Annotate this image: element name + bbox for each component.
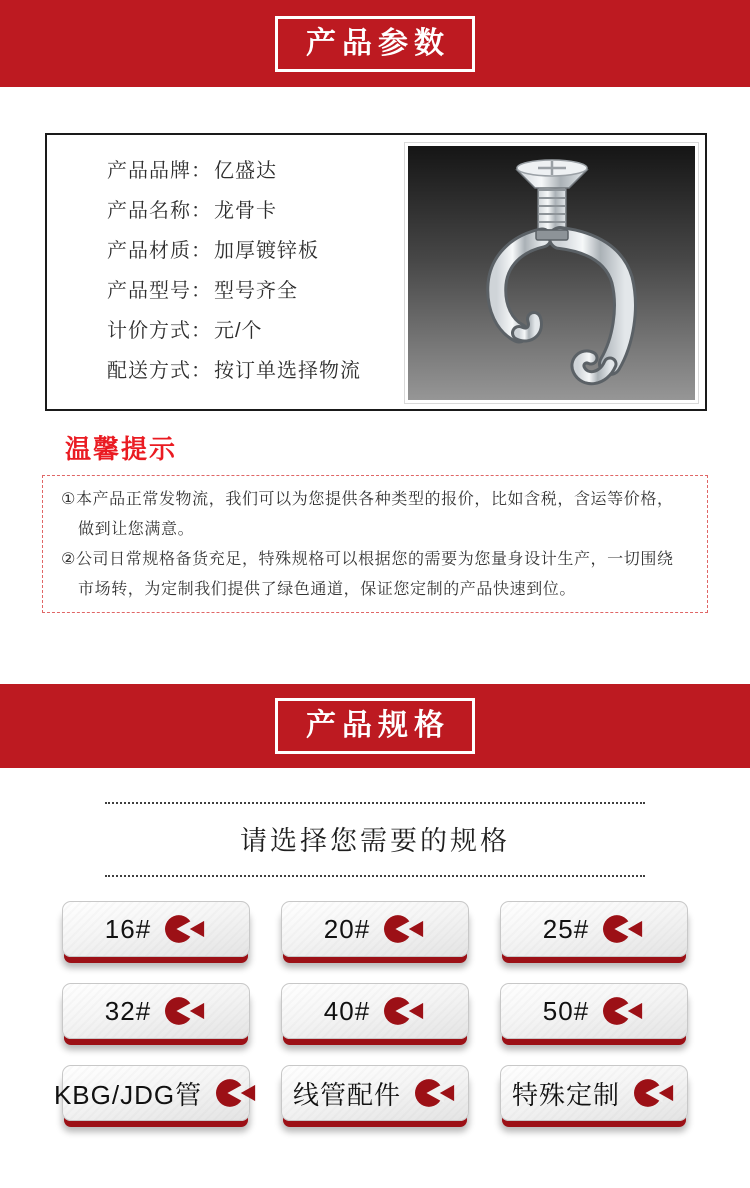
red-pie-wedge-icon — [603, 913, 645, 945]
tip-item-2: ②公司日常规格备货充足，特殊规格可以根据您的需要为您量身设计生产，一切围绕市场转，为定制我们提供了绿色通道，保证您定制的产品快速到位。 — [61, 551, 674, 598]
info-label: 产品名称： — [107, 200, 212, 222]
red-pie-wedge-icon — [603, 995, 645, 1027]
keel-clamp-with-screw-photo — [408, 146, 695, 400]
info-value: 元/个 — [214, 320, 263, 342]
product-params-title: 产品参数 — [275, 16, 475, 72]
info-row-material — [107, 231, 404, 271]
red-pie-wedge-icon — [415, 1077, 457, 1109]
red-pie-wedge-icon — [634, 1077, 676, 1109]
spec-button-label: 16# — [104, 913, 152, 944]
red-pie-wedge-icon — [165, 913, 207, 945]
spec-options-grid — [0, 901, 750, 1121]
red-pie-wedge-icon — [216, 1077, 258, 1109]
info-value: 龙骨卡 — [214, 200, 277, 222]
info-label: 配送方式： — [107, 360, 212, 382]
tips-box — [42, 475, 708, 613]
spec-button-wire-pipe-fittings[interactable] — [281, 1065, 469, 1121]
tip-item-1: ①本产品正常发物流，我们可以为您提供各种类型的报价，比如含税，含运等价格，做到让您满意。 — [61, 491, 674, 538]
spec-button-16[interactable] — [62, 901, 250, 957]
product-info-list — [47, 135, 404, 391]
info-row-shipping — [107, 351, 404, 391]
info-row-name — [107, 191, 404, 231]
product-photo — [404, 142, 699, 404]
spec-button-label: 40# — [323, 995, 371, 1026]
product-info-box — [45, 133, 707, 411]
spec-subtitle-block — [105, 802, 645, 877]
info-value: 加厚镀锌板 — [214, 240, 319, 262]
product-specs-title: 产品规格 — [275, 698, 475, 754]
info-label: 产品材质： — [107, 240, 212, 262]
spec-button-label: 50# — [542, 995, 590, 1026]
red-pie-wedge-icon — [384, 995, 426, 1027]
red-pie-wedge-icon — [165, 995, 207, 1027]
spec-button-50[interactable] — [500, 983, 688, 1039]
spec-button-25[interactable] — [500, 901, 688, 957]
info-row-model — [107, 271, 404, 311]
red-pie-wedge-icon — [384, 913, 426, 945]
spec-button-20[interactable] — [281, 901, 469, 957]
info-value: 型号齐全 — [214, 280, 298, 302]
spec-button-label: KBG/JDG管 — [53, 1079, 203, 1110]
info-row-brand — [107, 151, 404, 191]
spec-button-label: 20# — [323, 913, 371, 944]
spec-button-special-custom[interactable] — [500, 1065, 688, 1121]
product-params-banner — [0, 0, 750, 87]
spec-button-kbg-jdg-pipe[interactable] — [53, 1065, 250, 1121]
spec-subtitle: 请选择您需要的规格 — [240, 826, 510, 856]
info-label: 产品型号： — [107, 280, 212, 302]
tips-heading: 温馨提示 — [65, 434, 178, 464]
info-value: 亿盛达 — [214, 160, 277, 182]
info-label: 计价方式： — [107, 320, 212, 342]
info-row-pricing — [107, 311, 404, 351]
spec-button-40[interactable] — [281, 983, 469, 1039]
info-value: 按订单选择物流 — [214, 360, 361, 382]
spec-button-32[interactable] — [62, 983, 250, 1039]
spec-button-label: 32# — [104, 995, 152, 1026]
spec-button-label: 特殊定制 — [511, 1079, 620, 1110]
spec-button-label: 25# — [542, 913, 590, 944]
product-specs-banner — [0, 684, 750, 768]
spec-button-label: 线管配件 — [292, 1079, 401, 1110]
info-label: 产品品牌： — [107, 160, 212, 182]
